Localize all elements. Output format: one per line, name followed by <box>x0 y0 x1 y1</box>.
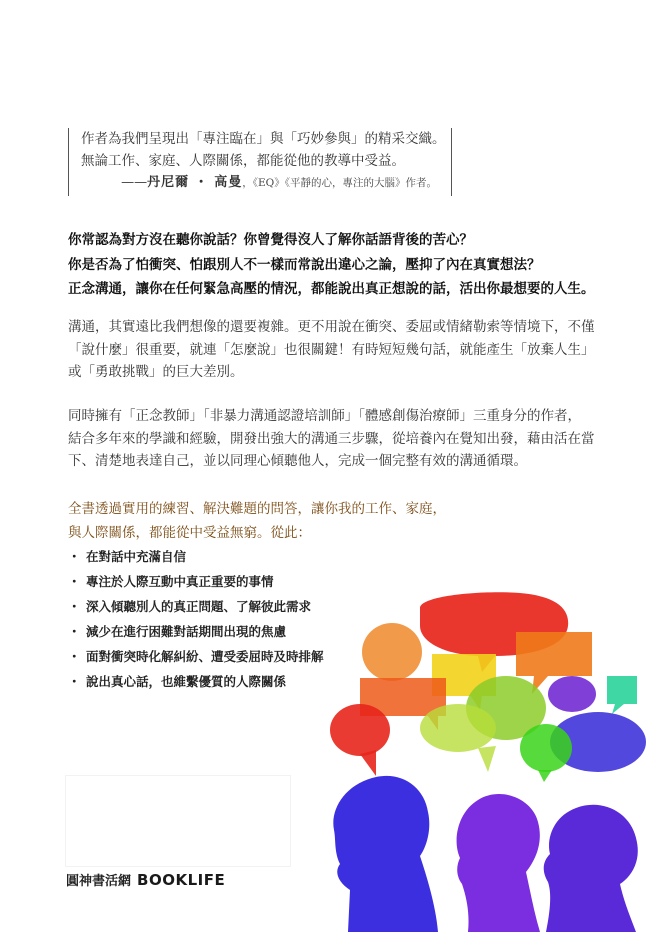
endorsement-quote <box>68 128 452 196</box>
paragraph-1 <box>68 316 608 384</box>
purple-head-silhouette-icon <box>457 794 540 932</box>
headline-line: 你是否為了怕衝突、怕跟別人不一樣而常說出違心之論，壓抑了內在真實想法？ <box>68 256 541 273</box>
author-books: ，《EQ》《平靜的心，專注的大腦》作者。 <box>242 177 437 189</box>
headline-line: 你常認為對方沒在聽你說話？你曾覺得沒人了解你話語背後的苦心？ <box>68 232 473 248</box>
purple-bubble-icon <box>548 676 596 712</box>
list-item: ・ 減少在進行困難對話期間出現的焦慮 <box>68 619 324 644</box>
blank-card <box>66 776 290 866</box>
orange-speech-box-icon <box>516 632 592 676</box>
blue-head-silhouette-icon <box>333 776 438 932</box>
quote-dash: —— <box>121 175 148 190</box>
red-bubble-icon <box>330 704 390 756</box>
bullet-marker: ・ <box>68 599 81 614</box>
orange-bubble-icon <box>362 623 422 681</box>
paragraph-line: 或「勇敢挑戰」的巨大差別。 <box>68 364 244 380</box>
publisher-logo <box>66 870 225 889</box>
bullet-marker: ・ <box>68 549 81 564</box>
teal-speech-box-icon <box>607 676 637 704</box>
benefits-list <box>68 544 324 694</box>
publisher-brand: BOOKLIFE <box>137 871 226 889</box>
author-name: 丹尼爾 ・ 高曼 <box>147 175 243 190</box>
paragraph-2 <box>68 405 608 473</box>
list-item: ・ 在對話中充滿自信 <box>68 544 324 569</box>
paragraph-line: 「說什麼」很重要，就連「怎麼說」也很關鍵！有時短短幾句話，就能產生「放棄人生」 <box>68 341 595 358</box>
list-item: ・ 深入傾聽別人的真正問題、了解彼此需求 <box>68 594 324 619</box>
violet-head-silhouette-icon <box>544 805 638 932</box>
headline-line: 正念溝通，讓你在任何緊急高壓的情況，都能說出真正想說的話，活出你最想要的人生。 <box>68 281 595 297</box>
paragraph-line: 下、清楚地表達自己，並以同理心傾聽他人，完成一個完整有效的溝通循環。 <box>68 453 527 469</box>
list-item: ・ 專注於人際互動中真正重要的事情 <box>68 569 324 594</box>
benefits-intro <box>68 497 446 545</box>
paragraph-line: 溝通，其實遠比我們想像的還要複雜。更不用說在衝突、委屈或情緒勒索等情境下，不僅 <box>68 319 595 335</box>
list-item: ・ 面對衝突時化解糾紛、遭受委屈時及時排解 <box>68 644 324 669</box>
headline-questions <box>68 228 628 302</box>
bright-green-bubble-icon <box>520 724 572 772</box>
quote-line-2: 無論工作、家庭、人際關係，都能從他的教導中受益。 <box>81 153 405 169</box>
paragraph-line: 同時擁有「正念教師」「非暴力溝通認證培訓師」「體感創傷治療師」三重身分的作者， <box>68 408 581 424</box>
bullet-marker: ・ <box>68 574 81 589</box>
publisher-name: 圓神書活網 <box>66 874 132 889</box>
bullet-marker: ・ <box>68 674 81 689</box>
list-item: ・ 說出真心話，也維繫優質的人際關係 <box>68 669 324 694</box>
intro-line: 與人際關係，都能從中受益無窮。從此： <box>68 525 311 541</box>
paragraph-line: 結合多年來的學識和經驗，開發出強大的溝通三步驟，從培養內在覺知出發，藉由活在當 <box>68 430 595 447</box>
bullet-marker: ・ <box>68 624 81 639</box>
intro-line: 全書透過實用的練習、解決難題的問答，讓你我的工作、家庭， <box>68 501 446 517</box>
speech-bubbles-illustration <box>320 590 663 932</box>
quote-author <box>81 172 451 194</box>
bullet-marker: ・ <box>68 649 81 664</box>
light-green-bubble-icon <box>420 704 496 752</box>
quote-line-1: 作者為我們呈現出「專注臨在」與「巧妙參與」的精采交織。 <box>81 131 446 147</box>
